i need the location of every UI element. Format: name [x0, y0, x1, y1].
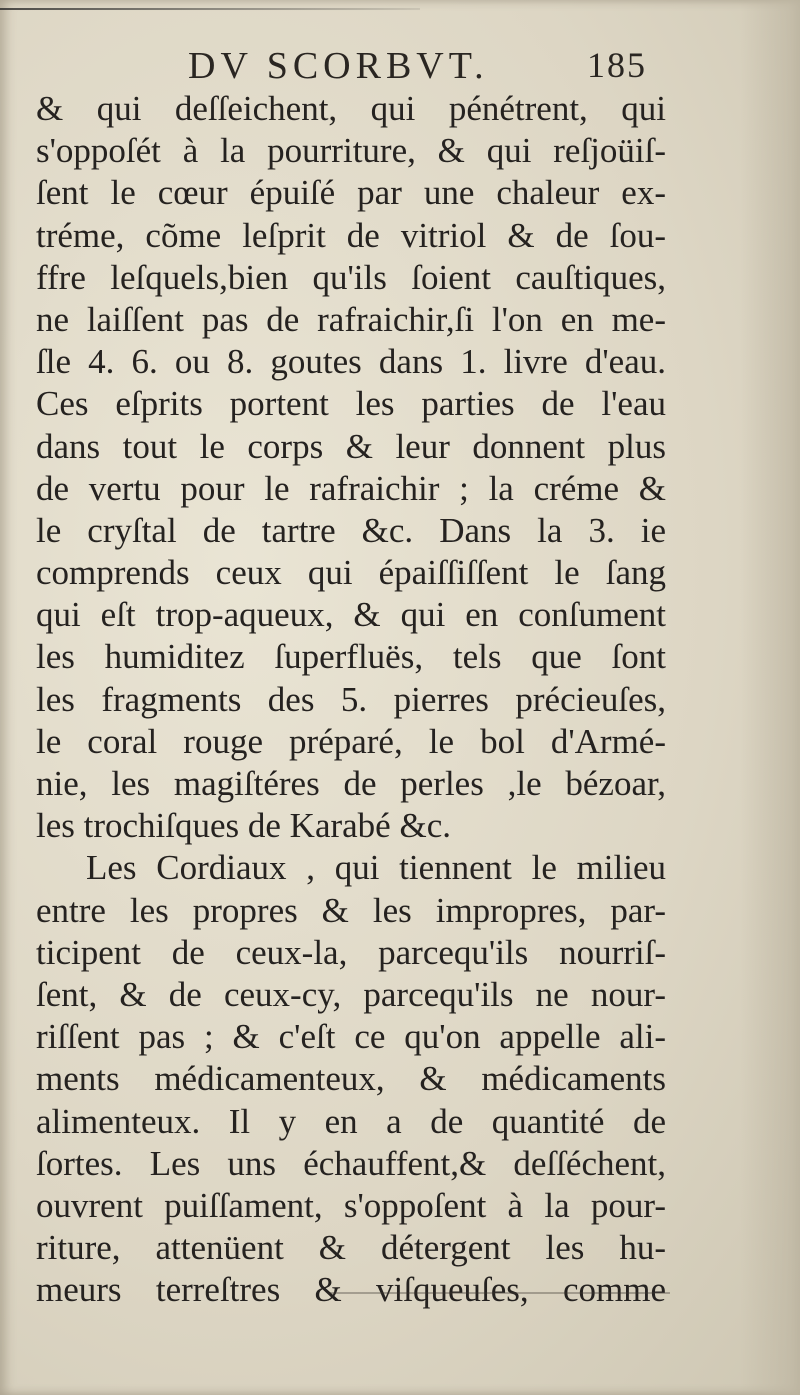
text-line: ouvrent puiſſament, s'oppoſent à la pour- [36, 1185, 666, 1225]
text-line: ticipent de ceux-la, parcequ'ils nourriſ- [36, 932, 666, 972]
text-line: les fragments des 5. pierres précieuſes, [36, 679, 666, 719]
text-line: meurs terreſtres & viſqueuſes, comme [36, 1270, 666, 1310]
text-line: ſent le cœur épuiſé par une chaleur ex- [36, 173, 666, 213]
text-line: alimenteux. Il y en a de quantité de [36, 1101, 666, 1141]
text-line: dans tout le corps & leur donnent plus [36, 426, 666, 466]
text-line: de vertu pour le rafraichir ; la créme & [36, 468, 666, 508]
bottom-rule [330, 1292, 670, 1294]
text-line: ments médicamenteux, & médicaments [36, 1059, 666, 1099]
text-line: ffre leſquels,bien qu'ils ſoient cauſtiques, [36, 257, 666, 297]
text-line: le cryſtal de tartre &c. Dans la 3. ie [36, 510, 666, 550]
text-line: ſortes. Les uns échauffent,& deſſéchent, [36, 1143, 666, 1183]
page-header [0, 44, 800, 94]
text-line: qui eſt trop-aqueux, & qui en conſument [36, 595, 666, 635]
top-rule [0, 8, 420, 10]
text-line: entre les propres & les impropres, par- [36, 890, 666, 930]
text-line: Ces eſprits portent les parties de l'eau [36, 384, 666, 424]
text-line: riture, attenüent & détergent les hu- [36, 1228, 666, 1268]
page-edge-shadow [740, 0, 800, 1395]
text-line: comprends ceux qui épaiſſiſſent le ſang [36, 553, 666, 593]
text-line: ſle 4. 6. ou 8. goutes dans 1. livre d'eau. [36, 342, 666, 382]
text-line: les humiditez ſuperfluës, tels que ſont [36, 637, 666, 677]
text-line: Les Cordiaux , qui tiennent le milieu [86, 848, 666, 888]
running-title: DV SCORBVT. [188, 45, 489, 87]
text-line: s'oppoſét à la pourriture, & qui reſjoüiſ- [36, 131, 666, 171]
text-line: le coral rouge préparé, le bol d'Armé- [36, 721, 666, 761]
text-line: & qui deſſeichent, qui pénétrent, qui [36, 89, 666, 128]
body-text [36, 88, 666, 1311]
page-number: 185 [587, 45, 647, 85]
text-line: riſſent pas ; & c'eſt ce qu'on appelle ali- [36, 1017, 666, 1057]
text-line: nie, les magiſtéres de perles ,le bézoar, [36, 764, 666, 803]
text-line: ne laiſſent pas de rafraichir,ſi l'on en me- [36, 299, 666, 339]
text-line: ſent, & de ceux-cy, parcequ'ils ne nour- [36, 974, 666, 1014]
text-line: les trochiſques de Karabé &c. [36, 806, 451, 846]
text-line: tréme, cõme leſprit de vitriol & de ſou- [36, 215, 666, 255]
